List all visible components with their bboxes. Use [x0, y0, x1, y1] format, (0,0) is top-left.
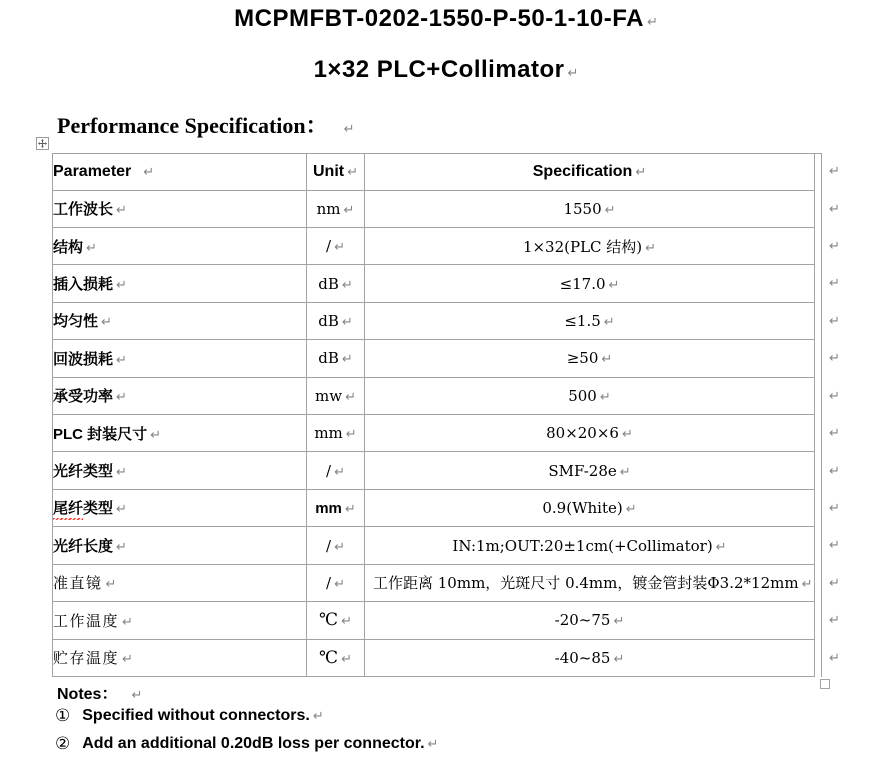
- note-item: [55, 706, 324, 726]
- spec-table: [52, 153, 822, 677]
- parameter-cell: [53, 415, 307, 452]
- paragraph-mark: ↵: [601, 352, 613, 368]
- paragraph-mark: ↵: [608, 277, 620, 293]
- specification-cell: [365, 602, 815, 639]
- paragraph-mark: ↵: [341, 651, 352, 667]
- specification-text: ≤17.0: [559, 274, 606, 293]
- specification-cell: [365, 302, 815, 339]
- row-end-mark: [826, 228, 846, 265]
- specification-text: SMF-28e: [548, 461, 617, 480]
- specification-text: 1×32(PLC 结构): [522, 237, 643, 256]
- paragraph-mark: ↵: [334, 464, 345, 480]
- column-header-unit: [307, 154, 365, 190]
- paragraph-mark: ↵: [603, 314, 615, 330]
- column-header-parameter: [53, 154, 307, 190]
- paragraph-mark: ↵: [829, 501, 840, 516]
- unit-cell: [307, 527, 365, 564]
- row-end-mark: [826, 190, 846, 227]
- paragraph-mark: ↵: [829, 351, 840, 367]
- paragraph-mark: ↵: [567, 66, 579, 81]
- table-move-handle-icon[interactable]: [36, 137, 49, 150]
- table-resize-handle[interactable]: [820, 679, 830, 689]
- notes-heading: [57, 681, 142, 704]
- row-end-mark: [826, 153, 846, 190]
- specification-text: 1550: [563, 199, 602, 218]
- paragraph-mark: ↵: [829, 239, 840, 255]
- paragraph-mark: ↵: [829, 463, 840, 479]
- unit-cell: [307, 302, 365, 339]
- row-end-mark: [826, 303, 846, 340]
- row-end-mark: [826, 527, 846, 564]
- column-header-specification: [365, 154, 815, 190]
- header-specification-text: Specification: [532, 162, 633, 180]
- unit-text: /: [326, 461, 332, 480]
- paragraph-mark: ↵: [343, 122, 355, 137]
- row-end-mark: [826, 639, 846, 676]
- paragraph-mark: ↵: [613, 651, 625, 667]
- row-end-mark: [826, 490, 846, 527]
- specification-text: IN:1m;OUT:20±1cm(+Collimator): [452, 536, 713, 555]
- paragraph-mark: ↵: [116, 540, 127, 555]
- paragraph-mark: ↵: [150, 427, 162, 443]
- parameter-text: 插入损耗: [53, 276, 114, 294]
- paragraph-mark: ↵: [341, 614, 352, 630]
- parameter-cell: [53, 527, 307, 564]
- unit-cell: [307, 265, 365, 302]
- parameter-text: 工作温度: [53, 613, 120, 630]
- paragraph-mark: ↵: [646, 15, 658, 30]
- unit-text: dB: [318, 349, 339, 368]
- specification-text: 工作距离 10mm，光斑尺寸 0.4mm，镀金管封装Φ3.2*12mm: [373, 574, 799, 593]
- paragraph-mark: ↵: [829, 201, 840, 217]
- unit-cell: [307, 227, 365, 264]
- specification-cell: [365, 340, 815, 377]
- parameter-cell: [53, 452, 307, 489]
- section-heading-text: Performance Specification：: [57, 113, 328, 138]
- parameter-text: 光纤长度: [53, 538, 114, 555]
- parameter-cell: [53, 602, 307, 639]
- table-row: [53, 564, 815, 601]
- specification-cell: [365, 564, 815, 601]
- table-row: [53, 527, 815, 564]
- paragraph-mark: ↵: [829, 276, 840, 292]
- parameter-text: 承受功率: [53, 388, 114, 406]
- unit-cell: [307, 190, 365, 227]
- paragraph-mark: ↵: [105, 577, 117, 593]
- table-row: [53, 639, 815, 676]
- paragraph-mark: ↵: [116, 352, 127, 368]
- row-end-mark: [826, 265, 846, 302]
- paragraph-mark: ↵: [312, 708, 324, 724]
- paragraph-mark: ↵: [341, 314, 353, 330]
- paragraph-mark: ↵: [334, 240, 345, 256]
- parameter-text: 回波损耗: [53, 350, 114, 368]
- paragraph-mark: ↵: [116, 278, 127, 294]
- unit-text: ℃: [319, 647, 339, 668]
- paragraph-mark: ↵: [343, 202, 355, 218]
- note-text: Specified without connectors.: [82, 707, 310, 724]
- paragraph-mark: ↵: [131, 688, 143, 703]
- specification-text: -20~75: [554, 611, 611, 630]
- specification-cell: [365, 639, 815, 676]
- circled-number-icon: ①: [55, 706, 71, 726]
- paragraph-mark: ↵: [829, 313, 840, 329]
- paragraph-mark: ↵: [613, 614, 625, 630]
- parameter-text: 尾纤类型: [53, 497, 113, 520]
- document-subtitle-text: 1×32 PLC+Collimator: [313, 56, 565, 83]
- row-end-mark: [826, 565, 846, 602]
- specification-text: ≥50: [566, 349, 599, 368]
- parameter-cell: [53, 639, 307, 676]
- unit-text: /: [326, 237, 332, 256]
- specification-cell: [365, 415, 815, 452]
- parameter-cell: [53, 564, 307, 601]
- table-row: [53, 602, 815, 639]
- parameter-cell: [53, 377, 307, 414]
- notes-heading-text: Notes：: [57, 686, 118, 703]
- paragraph-mark: ↵: [715, 539, 727, 555]
- table-row: [53, 415, 815, 452]
- paragraph-mark: ↵: [829, 538, 840, 554]
- paragraph-mark: ↵: [334, 576, 345, 592]
- paragraph-mark: ↵: [344, 501, 356, 517]
- unit-text: dB: [318, 274, 339, 293]
- document-title: [0, 5, 892, 33]
- unit-text: mw: [315, 386, 343, 405]
- unit-cell: [307, 377, 365, 414]
- unit-text: dB: [318, 311, 339, 330]
- parameter-cell: [53, 265, 307, 302]
- paragraph-mark: ↵: [341, 277, 353, 293]
- specification-cell: [365, 190, 815, 227]
- header-parameter-text: Parameter: [53, 162, 132, 180]
- specification-cell: [365, 527, 815, 564]
- row-end-marks-column: [826, 153, 846, 677]
- table-row: [53, 190, 815, 227]
- specification-text: ≤1.5: [564, 311, 601, 330]
- unit-cell: [307, 602, 365, 639]
- table-row: [53, 340, 815, 377]
- unit-text: nm: [316, 199, 341, 218]
- section-heading: [57, 109, 355, 140]
- paragraph-mark: ↵: [101, 315, 112, 331]
- parameter-cell: [53, 227, 307, 264]
- parameter-text: 光纤类型: [53, 463, 114, 481]
- specification-text: 0.9(White): [542, 499, 623, 518]
- paragraph-mark: ↵: [116, 501, 127, 517]
- paragraph-mark: ↵: [829, 388, 840, 404]
- row-end-mark: [826, 340, 846, 377]
- paragraph-mark: ↵: [122, 652, 133, 668]
- unit-text: /: [326, 536, 332, 555]
- note-text: Add an additional 0.20dB loss per connector.: [82, 735, 425, 752]
- move-arrows-icon: [38, 139, 47, 148]
- document-subtitle: [0, 56, 892, 84]
- paragraph-mark: ↵: [619, 464, 631, 480]
- row-end-mark: [826, 378, 846, 415]
- table-row: [53, 377, 815, 414]
- paragraph-mark: ↵: [829, 650, 840, 666]
- specification-text: 80×20×6: [546, 424, 619, 443]
- unit-cell: [307, 340, 365, 377]
- specification-cell: [365, 227, 815, 264]
- paragraph-mark: ↵: [801, 577, 813, 593]
- table-row: [53, 452, 815, 489]
- paragraph-mark: ↵: [604, 202, 616, 218]
- table-row: [53, 489, 815, 526]
- unit-cell: [307, 415, 365, 452]
- paragraph-mark: ↵: [829, 613, 840, 629]
- unit-cell: [307, 564, 365, 601]
- parameter-cell: [53, 489, 307, 526]
- table-row: [53, 265, 815, 302]
- parameter-cell: [53, 190, 307, 227]
- specification-cell: [365, 265, 815, 302]
- document-title-text: MCPMFBT-0202-1550-P-50-1-10-FA: [234, 5, 644, 32]
- paragraph-mark: ↵: [122, 614, 133, 630]
- specification-cell: [365, 452, 815, 489]
- parameter-text: 准直镜: [53, 576, 103, 593]
- parameter-text: 均匀性: [53, 313, 99, 331]
- paragraph-mark: ↵: [116, 465, 127, 481]
- paragraph-mark: ↵: [635, 164, 647, 180]
- paragraph-mark: ↵: [116, 203, 127, 219]
- specification-cell: [365, 377, 815, 414]
- unit-cell: [307, 489, 365, 526]
- spec-table-grid: [52, 154, 815, 677]
- paragraph-mark: ↵: [621, 427, 633, 443]
- parameter-text: 结构: [53, 238, 84, 256]
- unit-text: ℃: [319, 610, 339, 631]
- paragraph-mark: ↵: [345, 427, 357, 443]
- paragraph-mark: ↵: [116, 390, 127, 406]
- parameter-text: 贮存温度: [53, 651, 120, 668]
- paragraph-mark: ↵: [829, 164, 840, 180]
- paragraph-mark: ↵: [345, 389, 356, 405]
- parameter-text: 工作波长: [53, 201, 114, 219]
- table-header-row: [53, 154, 815, 190]
- paragraph-mark: ↵: [829, 575, 840, 591]
- paragraph-mark: ↵: [86, 240, 97, 256]
- parameter-text: PLC 封装尺寸: [53, 425, 148, 443]
- paragraph-mark: ↵: [599, 389, 611, 405]
- unit-cell: [307, 452, 365, 489]
- paragraph-mark: ↵: [625, 502, 637, 518]
- row-end-mark: [826, 415, 846, 452]
- paragraph-mark: ↵: [143, 164, 155, 180]
- row-end-mark: [826, 602, 846, 639]
- parameter-cell: [53, 340, 307, 377]
- paragraph-mark: ↵: [427, 736, 439, 752]
- note-item: [55, 734, 438, 754]
- specification-cell: [365, 489, 815, 526]
- row-end-mark: [826, 452, 846, 489]
- specification-text: 500: [568, 386, 597, 405]
- unit-text: mm: [314, 424, 343, 443]
- table-row: [53, 302, 815, 339]
- unit-text: /: [326, 573, 332, 592]
- paragraph-mark: ↵: [645, 240, 657, 256]
- table-row: [53, 227, 815, 264]
- paragraph-mark: ↵: [341, 352, 353, 368]
- header-unit-text: Unit: [312, 162, 345, 180]
- specification-text: -40~85: [554, 648, 611, 667]
- paragraph-mark: ↵: [334, 539, 345, 555]
- parameter-cell: [53, 302, 307, 339]
- paragraph-mark: ↵: [347, 164, 358, 180]
- paragraph-mark: ↵: [829, 426, 840, 442]
- unit-cell: [307, 639, 365, 676]
- spec-table-body: [53, 190, 815, 677]
- circled-number-icon: ②: [55, 734, 71, 754]
- unit-text: mm: [315, 499, 342, 517]
